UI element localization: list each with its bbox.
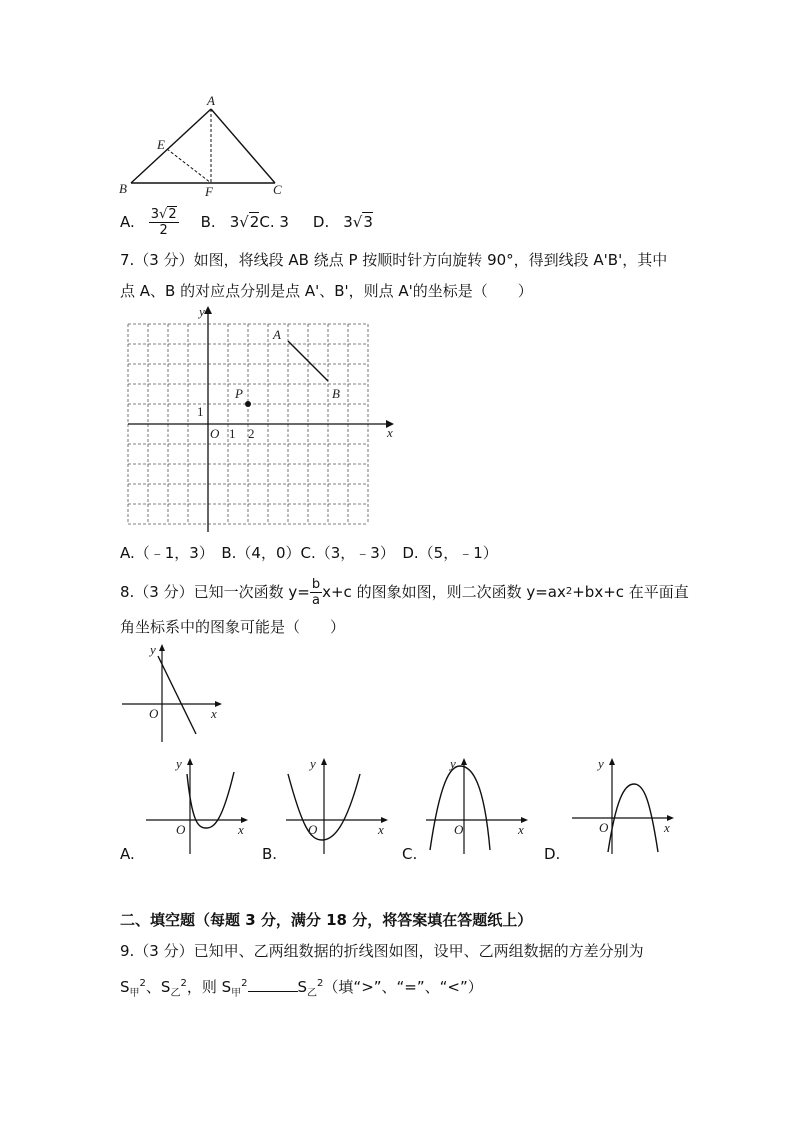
q7-origin-label: O xyxy=(210,426,220,441)
q8-fraction-b-over-a: $\frac{b}{a}$ xyxy=(311,576,321,608)
q7-grid-figure xyxy=(110,300,410,540)
q7-point-p-label: P xyxy=(235,386,243,401)
q8-linear-graph xyxy=(116,642,226,748)
svg-text:y: y xyxy=(450,756,456,771)
svg-text:O: O xyxy=(599,820,609,835)
q7-tick-x2: 2 xyxy=(248,426,255,441)
q6-option-d-value: 3√3 xyxy=(343,213,373,231)
q6-option-b-prefix: B. xyxy=(200,213,216,231)
q8-main-x-label: x xyxy=(211,706,217,721)
q6-label-f: F xyxy=(205,184,213,199)
q6-option-d-prefix: D. xyxy=(312,213,330,231)
svg-text:x: x xyxy=(664,820,670,835)
q9-stem-line1: 9.（3 分）已知甲、乙两组数据的折线图如图，设甲、乙两组数据的方差分别为 xyxy=(120,942,644,960)
q8-main-origin-label: O xyxy=(149,706,159,721)
section-2-title: 二、填空题（每题 3 分，满分 18 分，将答案填在答题纸上） xyxy=(120,911,533,929)
q6-option-a-prefix: A. xyxy=(120,213,135,231)
q8-option-b-label: B. xyxy=(262,845,278,863)
svg-text:y: y xyxy=(176,756,182,771)
q8-stem-line1: 8.（3 分）已知一次函数 y= $\frac{b}{a}$ x+c 的图象如图，则二次函数 y=ax 2 +bx+c 在平面直 xyxy=(120,576,689,608)
svg-text:x: x xyxy=(518,822,524,837)
svg-text:O: O xyxy=(176,822,186,837)
q8-stem-line2: 角坐标系中的图象可能是（ ） xyxy=(120,618,346,636)
svg-text:O: O xyxy=(308,822,318,837)
q8-option-d-label: D. xyxy=(544,845,561,863)
q6-options xyxy=(120,204,373,240)
q7-stem-line2: 点 A、B 的对应点分别是点 A'、B'，则点 A'的坐标是（ ） xyxy=(120,282,533,300)
svg-text:x: x xyxy=(378,822,384,837)
q6-option-b-value: 3√2 xyxy=(229,213,260,231)
q8-option-a-label: A. xyxy=(120,845,135,863)
q7-y-label: y xyxy=(199,304,205,319)
q6-option-a-fraction: $\frac{3√2}{2}$ xyxy=(150,206,177,238)
q9-answer-blank[interactable] xyxy=(248,977,298,992)
q7-tick-x1: 1 xyxy=(229,426,236,441)
q6-triangle-figure xyxy=(115,92,295,198)
q7-x-label: x xyxy=(387,425,393,440)
q7-point-b-label: B xyxy=(332,386,340,401)
q8-main-y-label: y xyxy=(150,642,156,657)
q8-option-d-graph xyxy=(566,752,678,858)
q7-tick-y1: 1 xyxy=(197,404,204,419)
q6-label-a: A xyxy=(207,93,215,108)
q9-stem-line2: $S_甲^2$、$S_乙^2$，则 $S_甲^2$ $S_乙^2$（填“>”、“=”、“<”） xyxy=(120,978,483,999)
q7-point-a-label: A xyxy=(273,327,281,342)
svg-text:O: O xyxy=(454,822,464,837)
q8-option-a-graph xyxy=(140,752,252,858)
svg-text:y: y xyxy=(310,756,316,771)
q6-label-c: C xyxy=(273,182,282,197)
q8-option-c-graph xyxy=(420,752,532,858)
q8-option-b-graph xyxy=(280,752,392,858)
svg-text:x: x xyxy=(238,822,244,837)
q7-options: A.（﹣1，3） B.（4，0）C.（3，﹣3） D.（5，﹣1） xyxy=(120,544,498,562)
q6-label-e: E xyxy=(157,137,165,152)
q6-label-b: B xyxy=(119,181,127,196)
svg-text:y: y xyxy=(598,756,604,771)
q6-option-c: C. 3 xyxy=(259,213,289,231)
q8-option-c-label: C. xyxy=(402,845,418,863)
q7-stem-line1: 7.（3 分）如图，将线段 AB 绕点 P 按顺时针方向旋转 90°，得到线段 A'B'，其中 xyxy=(120,251,668,269)
